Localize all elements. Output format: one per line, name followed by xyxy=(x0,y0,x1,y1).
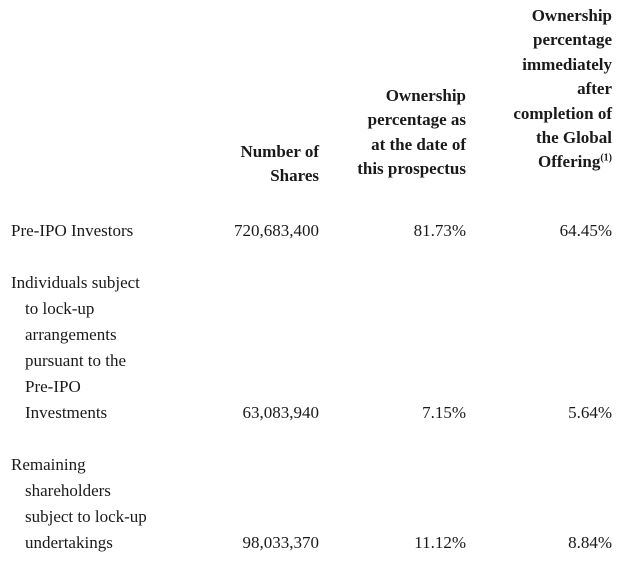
cell-pct-prospectus: 7.15% xyxy=(422,403,466,422)
row-label-line: Remaining xyxy=(11,455,86,474)
cell-pct-prospectus: 81.73% xyxy=(413,221,466,240)
footnote-marker: (1) xyxy=(600,152,612,164)
header-line xyxy=(513,150,612,174)
column-header-ownership-at-prospectus xyxy=(357,84,466,182)
row-label-line: to lock-up xyxy=(25,299,95,318)
header-line: percentage xyxy=(533,30,612,50)
row-label-line: Individuals subject xyxy=(11,273,140,292)
row-label-line: Pre-IPO xyxy=(25,377,81,396)
header-line: Ownership xyxy=(531,6,612,25)
cell-shares: 720,683,400 xyxy=(234,221,319,240)
header-line: this prospectus xyxy=(357,159,466,179)
column-header-ownership-after-offering xyxy=(513,4,612,175)
header-line: the Global xyxy=(535,128,612,148)
cell-pct-prospectus: 11.12% xyxy=(414,533,466,552)
header-line: Number of xyxy=(240,142,319,161)
cell-pct-after: 64.45% xyxy=(559,221,612,240)
cell-pct-after: 8.84% xyxy=(568,533,612,552)
row-label-line: arrangements xyxy=(25,325,117,344)
cell-shares: 98,033,370 xyxy=(242,533,319,552)
cell-shares: 63,083,940 xyxy=(242,403,319,422)
row-label-line: shareholders xyxy=(25,481,111,500)
row-label-line: pursuant to the xyxy=(25,351,127,370)
header-text: Offering xyxy=(538,152,601,172)
header-line: at the date of xyxy=(371,134,466,154)
header-line: Ownership xyxy=(385,86,466,105)
row-label-line: undertakings xyxy=(25,533,113,552)
row-label-line: subject to lock-up xyxy=(25,507,147,526)
header-line: Shares xyxy=(270,166,319,186)
cell-pct-after: 5.64% xyxy=(568,403,612,422)
header-line: percentage as xyxy=(367,110,466,130)
header-line: completion of xyxy=(513,103,612,123)
row-label-line: Pre-IPO Investors xyxy=(11,221,134,240)
row-label-line: Investments xyxy=(25,403,108,422)
header-line: after xyxy=(577,79,612,99)
row-label-pre-ipo-investors xyxy=(11,218,133,244)
row-label-remaining-shareholders xyxy=(11,452,147,556)
column-header-number-of-shares xyxy=(240,140,319,189)
header-line: immediately xyxy=(522,54,612,74)
row-label-individuals-lock-up xyxy=(11,270,140,426)
